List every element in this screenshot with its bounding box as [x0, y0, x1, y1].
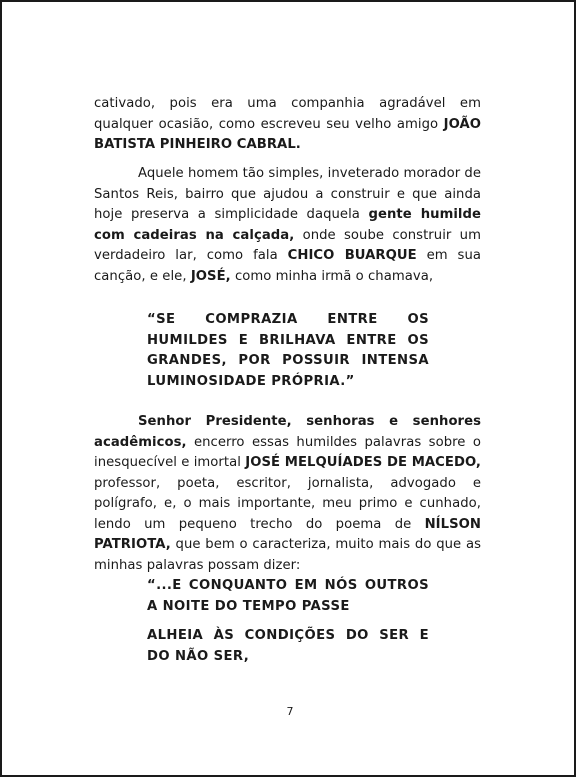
poem-line-2: ALHEIA ÀS CONDIÇÕES DO SER E DO NÃO SER,	[147, 628, 429, 664]
paragraph-2-text-a: Aquele homem tão simples, inveterado morador de Santos Reis, bairro que ajudou a construir e que ainda hoje preserva a simplicidade daquela	[94, 166, 481, 222]
paragraph-1-text: cativado, pois era uma companhia agradável em qualquer ocasião, como escreveu seu velho amigo	[94, 96, 481, 132]
name-joao-batista: JOÃO BATISTA PINHEIRO CABRAL.	[94, 116, 481, 152]
paragraph-3-text-c: que bem o caracteriza, muito mais do que as minhas palavras possam dizer:	[94, 537, 481, 573]
name-nilson-patriota: NÍLSON PATRIOTA,	[94, 516, 481, 552]
paragraph-3-text-a: encerro essas humildes palavras sobre o inesquecível e imortal	[94, 434, 481, 470]
phrase-gente-humilde: gente humilde com cadeiras na calçada,	[94, 207, 481, 243]
page-number: 7	[286, 705, 294, 718]
poem-line-1: “...E CONQUANTO EM NÓS OUTROS A NOITE DO TEMPO PASSE	[147, 578, 429, 614]
paragraph-3	[94, 412, 481, 576]
salutation: Senhor Presidente, senhoras e senhores acadêmicos,	[94, 414, 481, 450]
paragraph-2-text-b: onde soube construir um verdadeiro lar, como fala	[94, 227, 481, 263]
paragraph-1	[94, 94, 481, 156]
paragraph-3-text-b: professor, poeta, escritor, jornalista, advogado e polígrafo, e, o mais importante, meu primo e cunhado, lendo um pequeno trecho do poema de	[94, 475, 481, 532]
name-jose: JOSÉ,	[190, 268, 231, 284]
name-jose-melquiades: JOSÉ MELQUÍADES DE MACEDO,	[245, 455, 481, 470]
paragraph-2-text-d: como minha irmã o chamava,	[230, 268, 434, 284]
paragraph-2-text-c: em sua canção, e ele,	[94, 248, 481, 284]
name-chico-buarque: CHICO BUARQUE	[287, 248, 417, 263]
quote-1: “SE COMPRAZIA ENTRE OS HUMILDES E BRILHAVA ENTRE OS GRANDES, POR POSSUIR INTENSA LUMINOSIDADE PRÓPRIA.”	[147, 312, 429, 389]
paragraph-2	[94, 164, 481, 287]
